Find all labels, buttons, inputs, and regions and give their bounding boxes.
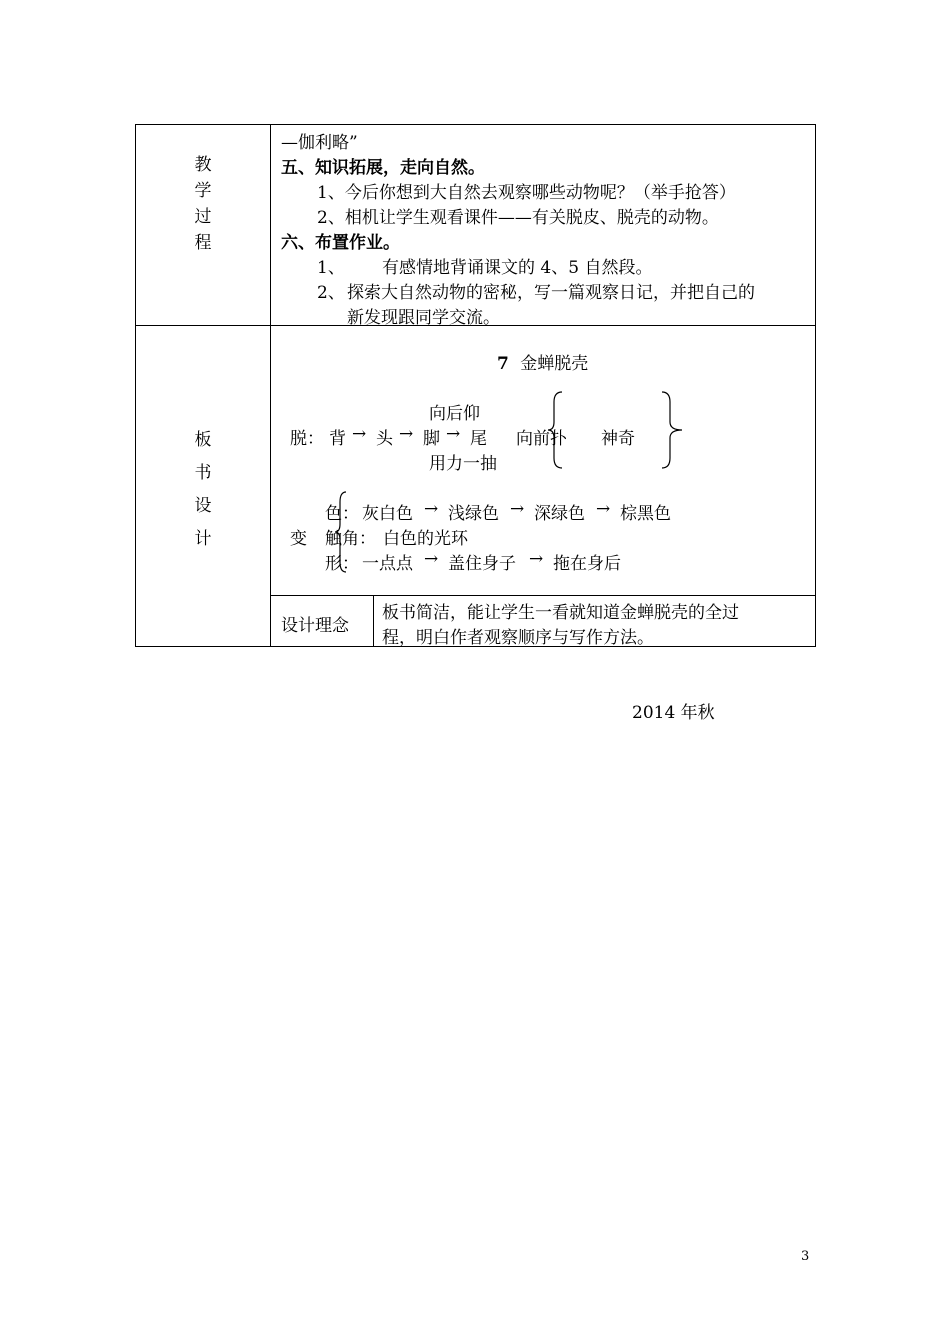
antenna-label: 触角： [325, 529, 376, 549]
date-text: 2014 年秋 [632, 703, 715, 723]
result-text: 神奇 [601, 429, 635, 449]
concept-column-divider [373, 595, 374, 647]
section6-item-1-text: 有感情地背诵课文的 4、5 自然段。 [382, 258, 653, 278]
table-border-left [135, 124, 136, 647]
label-char: 教 [194, 155, 212, 175]
label-char: 过 [194, 207, 212, 227]
section6-item-2-cont: 新发现跟同学交流。 [347, 308, 500, 328]
shape-step: 盖住身子 [448, 554, 516, 574]
label-char: 设 [194, 496, 212, 516]
tail-action: 向后仰 [429, 404, 480, 424]
section5-item-1: 1、今后你想到大自然去观察哪些动物呢？（举手抢答） [317, 183, 736, 203]
tuo-step: 脚 [423, 429, 440, 449]
tail-action: 向前扑 [516, 429, 567, 449]
color-step: 灰白色 [362, 504, 413, 524]
color-step: 棕黑色 [620, 504, 671, 524]
section6-item-2-num: 2、 [317, 283, 345, 303]
arrow-icon: → [510, 499, 525, 519]
arrow-icon: → [446, 424, 461, 444]
color-label: 色： [325, 504, 359, 524]
tuo-step: 尾 [470, 429, 487, 449]
shape-step: 拖在身后 [553, 554, 621, 574]
concept-line-2: 程，明白作者观察顺序与写作方法。 [382, 628, 654, 648]
tuo-label: 脱： [290, 429, 324, 449]
label-char: 计 [194, 529, 212, 549]
concept-row-top [270, 595, 816, 596]
shape-step: 一点点 [362, 554, 413, 574]
concept-label: 设计理念 [281, 616, 349, 636]
tail-action: 用力一抽 [429, 454, 497, 474]
label-char: 书 [194, 463, 212, 483]
color-step: 深绿色 [534, 504, 585, 524]
table-column-divider [270, 124, 271, 647]
arrow-icon: → [424, 499, 439, 519]
table-border-top [135, 124, 816, 125]
arrow-icon: → [399, 424, 414, 444]
tuo-step: 头 [376, 429, 393, 449]
continuation-text: —伽利略” [281, 133, 358, 153]
color-step: 浅绿色 [448, 504, 499, 524]
section5-title: 五、知识拓展，走向自然。 [281, 158, 485, 178]
table-border-right [815, 124, 816, 647]
antenna-text: 白色的光环 [383, 529, 468, 549]
label-char: 程 [194, 233, 212, 253]
label-char: 学 [194, 181, 212, 201]
label-char: 板 [194, 430, 212, 450]
bian-label: 变 [290, 529, 307, 549]
section5-item-2: 2、相机让学生观看课件——有关脱皮、脱壳的动物。 [317, 208, 719, 228]
arrow-icon: → [529, 549, 544, 569]
arrow-icon: → [596, 499, 611, 519]
shape-label: 形： [325, 554, 359, 574]
tuo-step: 背 [329, 429, 346, 449]
right-brace-icon [658, 390, 686, 470]
concept-line-1: 板书简洁，能让学生一看就知道金蝉脱壳的全过 [382, 603, 739, 623]
section6-item-1-num: 1、 [317, 258, 345, 278]
left-brace-icon [546, 390, 566, 470]
arrow-icon: → [424, 549, 439, 569]
section6-item-2-text: 探索大自然动物的密秘，写一篇观察日记，并把自己的 [347, 283, 755, 303]
board-title [497, 349, 588, 374]
page-number: 3 [801, 1249, 810, 1264]
board-title-text: 金蝉脱壳 [520, 354, 589, 374]
section6-title: 六、布置作业。 [281, 233, 400, 253]
board-title-number: 7 [497, 354, 509, 374]
arrow-icon: → [352, 424, 367, 444]
